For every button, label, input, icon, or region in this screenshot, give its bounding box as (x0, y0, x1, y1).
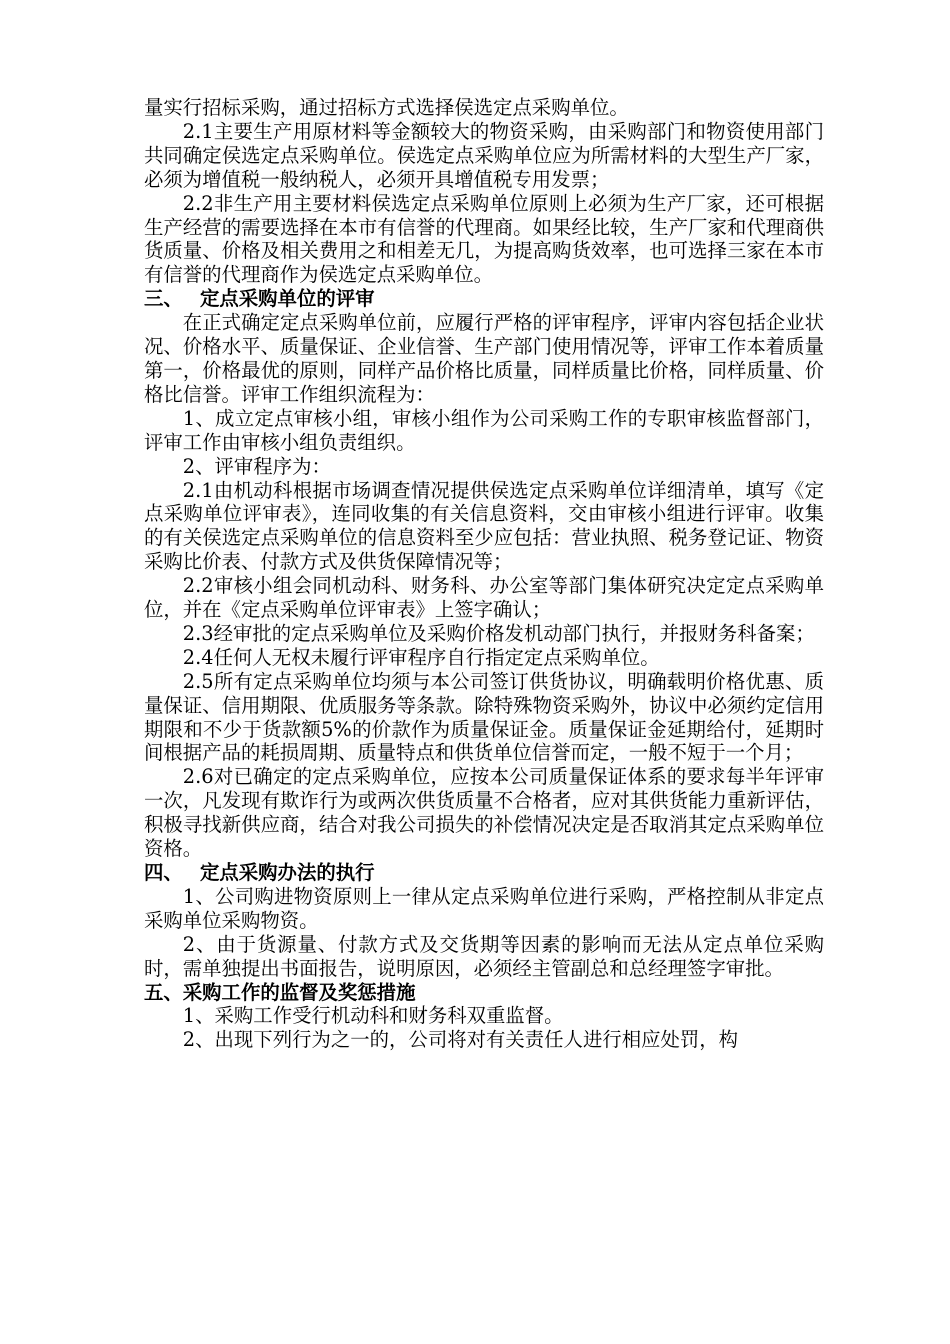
section-heading (144, 981, 824, 1005)
body-paragraph: 在正式确定定点采购单位前，应履行严格的评审程序，评审内容包括企业状况、价格水平、质量保证、企业信誉、生产部门使用情况等，评审工作本着质量第一，价格最优的原则，同样产品价格比质量，同样质量比价格，同样质量、价格比信誉。评审工作组织流程为： (144, 311, 824, 406)
body-paragraph: 2.1由机动科根据市场调查情况提供侯选定点采购单位详细清单，填写《定点采购单位评审表》，连同收集的有关信息资料，交由审核小组进行评审。收集的有关侯选定点采购单位的信息资料至少应包括：营业执照、税务登记证、物资采购比价表、付款方式及供货保障情况等； (144, 478, 824, 574)
body-paragraph: 2、出现下列行为之一的，公司将对有关责任人进行相应处罚，构 (182, 1028, 739, 1052)
section-title: 五、采购工作的监督及奖惩措施 (144, 980, 416, 1004)
body-paragraph: 1、采购工作受行机动科和财务科双重监督。 (182, 1004, 564, 1028)
body-paragraph: 2、由于货源量、付款方式及交货期等因素的影响而无法从定点单位采购时，需单独提出书面报告，说明原因，必须经主管副总和总经理签字审批。 (144, 932, 824, 980)
body-paragraph: 2.2非生产用主要材料侯选定点采购单位原则上必须为生产厂家，还可根据生产经营的需要选择在本市有信誉的代理商。如果经比较，生产厂家和代理商供货质量、价格及相关费用之和相差无几，为提高购货效率，也可选择三家在本市有信誉的代理商作为侯选定点采购单位。 (144, 191, 824, 287)
body-paragraph: 2.1主要生产用原材料等金额较大的物资采购，由采购部门和物资使用部门共同确定侯选定点采购单位。侯选定点采购单位应为所需材料的大型生产厂家，必须为增值税一般纳税人，必须开具增值税专用发票； (144, 119, 824, 191)
body-paragraph: 2.5所有定点采购单位均须与本公司签订供货协议，明确载明价格优惠、质量保证、信用期限、优质服务等条款。除特殊物资采购外，协议中必须约定信用期限和不少于货款额5%的价款作为质量保证金。质量保证金延期给付，延期时间根据产品的耗损周期、质量特点和供货单位信誉而定，一般不短于一个月； (144, 669, 824, 765)
section-title: 定点采购单位的评审 (200, 287, 375, 311)
section-heading (144, 861, 824, 885)
body-paragraph: 2.3经审批的定点采购单位及采购价格发机动部门执行，并报财务科备案； (182, 621, 815, 645)
document-body (144, 96, 824, 1052)
body-paragraph: 1、公司购进物资原则上一律从定点采购单位进行采购，严格控制从非定点采购单位采购物资。 (144, 884, 824, 932)
body-paragraph: 2.4任何人无权未履行评审程序自行指定定点采购单位。 (182, 645, 660, 669)
body-paragraph: 2.2审核小组会同机动科、财务科、办公室等部门集体研究决定定点采购单位，并在《定点采购单位评审表》上签字确认； (144, 574, 824, 622)
section-number: 三、 (144, 287, 183, 311)
section-number: 四、 (144, 861, 183, 884)
body-paragraph: 量实行招标采购，通过招标方式选择侯选定点采购单位。 (144, 96, 629, 119)
body-paragraph: 2.6对已确定的定点采购单位，应按本公司质量保证体系的要求每半年评审一次，凡发现有欺诈行为或两次供货质量不合格者，应对其供货能力重新评估，积极寻找新供应商，结合对我公司损失的补偿情况决定是否取消其定点采购单位资格。 (144, 765, 824, 861)
body-paragraph: 1、成立定点审核小组，审核小组作为公司采购工作的专职审核监督部门，评审工作由审核小组负责组织。 (144, 406, 824, 454)
section-title: 定点采购办法的执行 (200, 861, 375, 884)
section-heading (144, 287, 824, 311)
body-paragraph: 2、评审程序为： (182, 454, 331, 478)
